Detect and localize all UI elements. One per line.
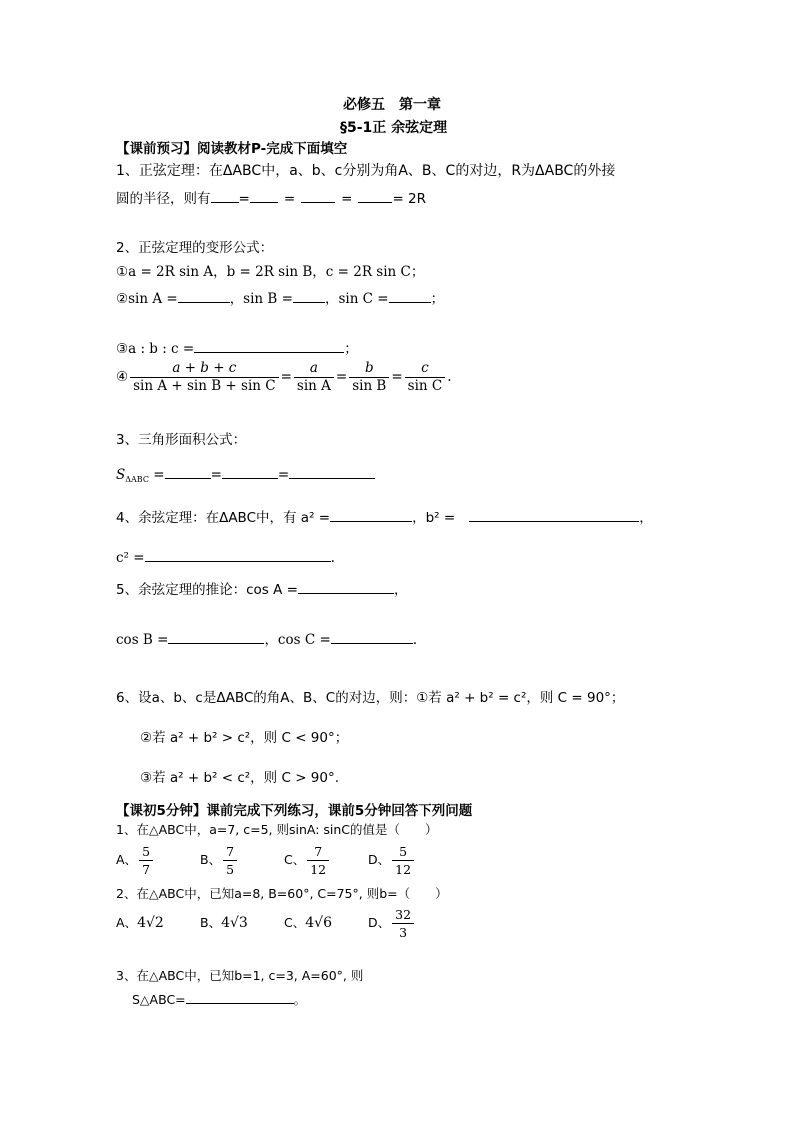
blank[interactable] — [330, 506, 412, 522]
q4-line1 — [116, 506, 653, 528]
numerator: 7 — [307, 843, 329, 861]
period: 。 — [293, 992, 307, 1007]
option-b[interactable] — [200, 905, 284, 941]
q6-text: 6、设a、b、c是ΔABC的角A、B、C的对边，则：①若 a² + b² = c²，则 C = 90°； — [116, 690, 625, 706]
blank[interactable] — [331, 628, 413, 644]
option-label: A、 — [116, 852, 138, 867]
q1-2r: = 2R — [392, 191, 427, 207]
option-label: C、 — [284, 915, 306, 930]
denominator: sin A + sin B + sin C — [133, 378, 276, 394]
q2-sinC: ，sin C = — [324, 291, 389, 307]
denominator: 3 — [399, 925, 408, 940]
option-d[interactable] — [368, 905, 452, 941]
area-label: S△ABC= — [132, 992, 186, 1007]
eq: = — [280, 369, 292, 385]
q5-cosB: cos B = — [116, 632, 169, 648]
q2-sinB: ，sin B = — [229, 291, 293, 307]
problem-1-options — [116, 842, 452, 878]
fraction — [307, 843, 329, 878]
period: . — [447, 369, 452, 385]
q3-area — [116, 463, 375, 490]
blank[interactable] — [293, 287, 325, 303]
option-label: A、 — [116, 915, 138, 930]
option-label: C、 — [284, 852, 306, 867]
option-d[interactable] — [368, 842, 452, 878]
problem-3: 3、在△ABC中，已知b=1, c=3, A=60°, 则 — [116, 968, 364, 983]
q4-b: ，b² = — [412, 510, 456, 526]
q5-text: 5、余弦定理的推论：cos A = — [116, 582, 298, 598]
problem-3-answer — [132, 988, 306, 1010]
blank[interactable] — [298, 578, 394, 594]
q2-sinA: ②sin A = — [116, 291, 178, 307]
q1-line2 — [116, 187, 426, 209]
q5-cosC: ，cos C = — [264, 632, 331, 648]
blank[interactable] — [469, 506, 639, 522]
option-a[interactable] — [116, 905, 200, 941]
q2-line3 — [116, 337, 358, 359]
eq: = — [210, 467, 222, 483]
q6-line3: ③若 a² + b² < c²，则 C > 90°. — [140, 770, 340, 786]
q2-ratio: ③a : b : c = — [116, 341, 195, 357]
q2-line1: ①a = 2R sin A，b = 2R sin B，c = 2R sin C； — [116, 264, 425, 280]
q1-eq: = — [341, 191, 353, 207]
page-title: 必修五 第一章 — [343, 97, 441, 113]
q6-line2: ②若 a² + b² > c²，则 C < 90°； — [140, 730, 349, 746]
blank[interactable] — [165, 463, 211, 479]
blank[interactable] — [186, 988, 294, 1004]
option-value: 4√6 — [305, 915, 332, 931]
denominator: sin B — [352, 378, 387, 394]
q1-text2: 圆的半径，则有 — [116, 191, 211, 207]
q4-comma: ， — [639, 510, 653, 526]
eq: = — [153, 467, 165, 483]
blank[interactable] — [222, 463, 278, 479]
blank[interactable] — [289, 463, 375, 479]
q2-title: 2、正弦定理的变形公式： — [116, 240, 274, 256]
problem-2: 2、在△ABC中，已知a=8, B=60°, C=75°, 则b=（ ） — [116, 886, 448, 901]
q3-title: 3、三角形面积公式： — [116, 432, 247, 448]
denominator: sin C — [407, 378, 443, 394]
q5-comma: ， — [393, 582, 408, 598]
numerator: b — [349, 360, 389, 378]
q4-dot: . — [330, 550, 335, 566]
option-label: B、 — [200, 915, 222, 930]
q1-eq: = — [238, 191, 250, 207]
option-label: D、 — [368, 852, 391, 867]
blank[interactable] — [145, 546, 331, 562]
blank[interactable] — [211, 187, 239, 203]
problem-1: 1、在△ABC中，a=7, c=5, 则sinA: sinC的值是（ ） — [116, 822, 438, 837]
blank[interactable] — [194, 337, 344, 353]
option-value: 4√3 — [221, 915, 248, 931]
problem-2-options — [116, 905, 452, 941]
fraction — [223, 843, 237, 878]
q2-end: ； — [344, 341, 358, 357]
blank[interactable] — [168, 628, 264, 644]
denominator: 7 — [142, 862, 151, 877]
denominator: sin A — [296, 378, 331, 394]
option-value: 4√2 — [137, 915, 164, 931]
blank[interactable] — [358, 187, 392, 203]
warmup-heading: 【课初5分钟】课前完成下列练习，课前5分钟回答下列问题 — [116, 803, 473, 819]
fraction — [294, 360, 334, 395]
numerator: c — [405, 360, 446, 378]
q1-text: 1、正弦定理：在ΔABC中，a、b、c分别为角A、B、C的对边，R为ΔABC的外接 — [116, 163, 616, 179]
option-label: D、 — [368, 915, 391, 930]
option-a[interactable] — [116, 842, 200, 878]
denominator: 12 — [395, 862, 412, 877]
fraction — [405, 360, 446, 395]
q5-dot: . — [412, 632, 418, 648]
fraction — [130, 360, 278, 395]
numerator: a + b + c — [130, 360, 278, 378]
option-b[interactable] — [200, 842, 284, 878]
preview-heading: 【课前预习】阅读教材P-完成下面填空 — [116, 141, 348, 157]
numerator: 32 — [392, 906, 414, 924]
q1-eq: = — [283, 191, 296, 207]
q5-line1 — [116, 578, 407, 600]
blank[interactable] — [250, 187, 278, 203]
q5-line2 — [116, 628, 417, 650]
q4-c: c² = — [116, 550, 145, 566]
option-c[interactable] — [284, 842, 368, 878]
blank[interactable] — [301, 187, 335, 203]
q2-end: ； — [430, 291, 445, 307]
numerator: 7 — [223, 843, 237, 861]
numerator: 5 — [392, 843, 414, 861]
q2-line4 — [116, 359, 452, 395]
page-subtitle: §5-1正 余弦定理 — [340, 120, 448, 136]
eq: = — [335, 369, 348, 385]
blank[interactable] — [178, 287, 230, 303]
fraction — [392, 906, 414, 941]
area-S: S — [116, 467, 126, 483]
option-c[interactable] — [284, 905, 368, 941]
q2-line2 — [116, 287, 444, 309]
q4-line2 — [116, 546, 335, 568]
eq: = — [277, 467, 290, 483]
q4-text: 4、余弦定理：在ΔABC中，有 a² = — [116, 510, 331, 526]
denominator: 5 — [226, 862, 235, 877]
area-sub: ΔABC — [125, 475, 149, 484]
option-label: B、 — [200, 852, 222, 867]
circle-4: ④ — [116, 369, 129, 385]
fraction — [349, 360, 389, 395]
numerator: 5 — [139, 843, 153, 861]
numerator: a — [294, 360, 334, 378]
fraction — [392, 843, 414, 878]
denominator: 12 — [310, 862, 327, 877]
fraction — [139, 843, 153, 878]
eq: = — [391, 369, 403, 385]
blank[interactable] — [389, 287, 431, 303]
